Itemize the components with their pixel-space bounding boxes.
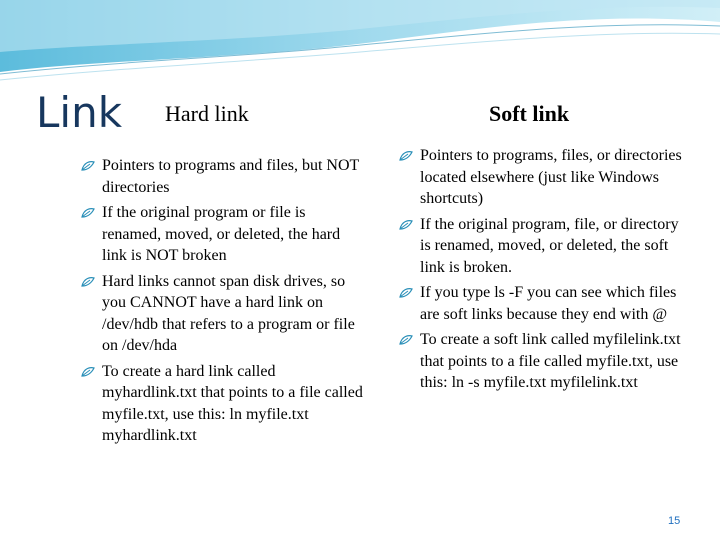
soft-link-bullet: Pointers to programs, files, or directories located elsewhere (just like Windows shortcuts) <box>398 145 690 210</box>
page-number: 15 <box>668 515 681 527</box>
leaf-bullet-icon <box>399 219 413 231</box>
header-wave-decoration <box>0 0 720 90</box>
soft-link-heading: Soft link <box>489 101 570 126</box>
leaf-bullet-icon <box>81 160 95 172</box>
leaf-bullet-icon <box>81 366 95 378</box>
hard-link-bullet: If the original program or file is renamed, moved, or deleted, the hard link is NOT broken <box>80 202 365 267</box>
slide-title: Link <box>36 88 123 137</box>
hard-link-bullet-list <box>80 155 365 451</box>
soft-link-bullet-list <box>398 145 690 398</box>
soft-link-bullet: To create a soft link called myfilelink.txt that points to a file called myfile.txt, use this: ln -s myfile.txt myfilelink.txt <box>398 329 690 394</box>
hard-link-bullet: To create a hard link called myhardlink.txt that points to a file called myfile.txt, use this: ln myfile.txt myhardlink.txt <box>80 361 365 447</box>
hard-link-bullet: Pointers to programs and files, but NOT directories <box>80 155 365 198</box>
hard-link-heading: Hard link <box>165 101 249 126</box>
leaf-bullet-icon <box>399 334 413 346</box>
leaf-bullet-icon <box>81 276 95 288</box>
soft-link-bullet: If you type ls -F you can see which files are soft links because they end with @ <box>398 282 690 325</box>
leaf-bullet-icon <box>399 287 413 299</box>
leaf-bullet-icon <box>399 150 413 162</box>
hard-link-bullet: Hard links cannot span disk drives, so you CANNOT have a hard link on /dev/hdb that refers to a program or file on /dev/hda <box>80 271 365 357</box>
soft-link-bullet: If the original program, file, or directory is renamed, moved, or deleted, the soft link is broken. <box>398 214 690 279</box>
leaf-bullet-icon <box>81 207 95 219</box>
